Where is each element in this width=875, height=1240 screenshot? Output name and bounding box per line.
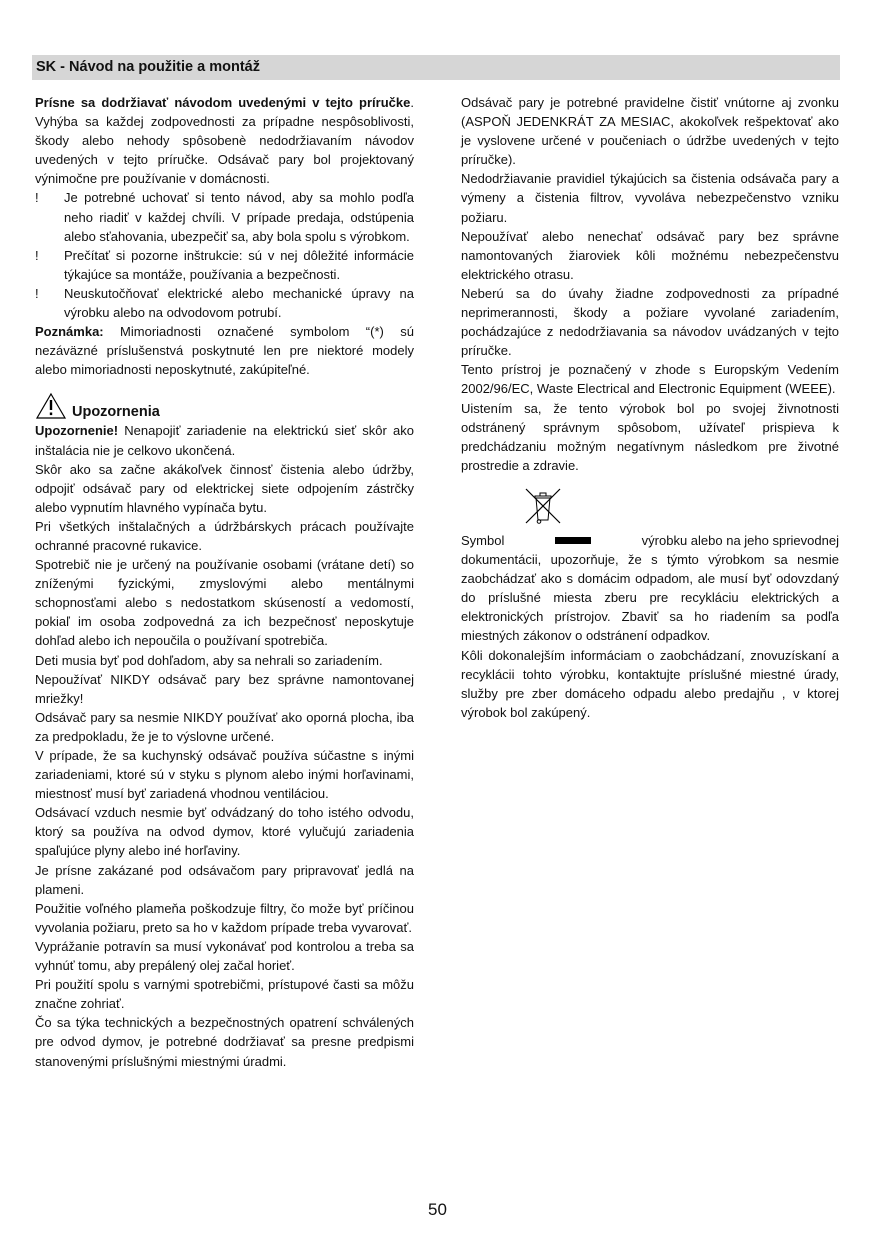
paragraph: Uistením sa, že tento výrobok bol po svojej živnotnosti odstránený správnym spôsobom, užívateľ prispieva k predchádzaniu možným negatívnym následkom pre životné prostredie a zdravie. bbox=[461, 400, 839, 473]
paragraph: Pri všetkých inštalačných a údržbárskych prácach používajte ochranné pracovné rukavice. bbox=[35, 518, 414, 553]
symbol-after: výrobku alebo na jeho sprievodnej bbox=[641, 532, 839, 548]
exclamation-mark: ! bbox=[35, 247, 39, 263]
intro-bold: Prísne sa dodržiavať návodom uvedenými v tejto príručke bbox=[35, 95, 411, 110]
warning-paragraph bbox=[35, 421, 414, 459]
paragraph: Odsávač pary je potrebné pravidelne čistiť vnútorne aj zvonku (ASPOŇ JEDENKRÁT ZA MESIAC, akokoľvek rešpektovať ako je vyslovene určené v poučeniach o údržbe uvedených v tejto príručke). bbox=[461, 95, 839, 168]
symbol-paragraph: dokumentácii, upozorňuje, že s týmto výrobkom sa nesmie zaobchádzať ako s domácim odpadom, ale musí byť odovzdaný do príslušné miesta zberu pre recykláciu elektrických a elektronických prístrojov. Zbaviť sa ho riadením sa podľa miestných zákonov o odstránení odpadkov. bbox=[461, 552, 839, 644]
exclamation-mark: ! bbox=[35, 190, 39, 206]
warnings-heading bbox=[35, 391, 414, 421]
bullet-item bbox=[35, 284, 414, 322]
paragraph: Odsávač pary sa nesmie NIKDY používať ako oporná plocha, iba za predpokladu, že je to výslovne určené. bbox=[35, 709, 414, 744]
bullet-item bbox=[35, 246, 414, 284]
note-paragraph bbox=[35, 322, 414, 379]
paragraph: Odsávací vzduch nesmie byť odvádzaný do toho istého odvodu, ktorý sa používa na odvod dymov, ktoré vylučujú zariadenia spaľujúce plyny alebo iné horľaviny. bbox=[35, 805, 414, 859]
paragraph: Kôli dokonalejším informáciam o zaobchádzaní, znovuzískaní a recyklácii tohto výrobku, kontaktujte príslušné miestné úrady, služby pre zber domáceho odpadu alebo predajňu , v ktorej výrobok bol zakúpený. bbox=[461, 647, 839, 720]
paragraph: Vyprážanie potravín sa musí vykonávať pod kontrolou a treba sa vyhnúť tomu, aby prepálený olej začal horieť. bbox=[35, 938, 414, 974]
warning-label: Upozornenie! bbox=[35, 423, 119, 439]
paragraph: Spotrebič nie je určený na používanie osobami (vrátane detí) so zníženými fyzickými, zmyslovými alebo mentálnymi schopnosťami alebo s nedostatkom skúseností a vedomostí, pokiaľ im osoba zodpovedná za ich bezpečnosť neposkytuje dohľad alebo ich nepoučila o používaní spotrebiča. bbox=[35, 557, 414, 649]
paragraph: Je prísne zakázané pod odsávačom pary pripravovať jedlá na plameni. bbox=[35, 862, 414, 897]
paragraph: Pri použití spolu s varnými spotrebičmi, prístupové časti sa môžu značne zohriať. bbox=[35, 977, 414, 1012]
paragraph: V prípade, že sa kuchynský odsávač používa súčastne s inými zariadeniami, ktoré sú v styku s plynom alebo inými horľavinami, miestnosť musí byť zariadená vhodnou ventiláciou. bbox=[35, 748, 414, 802]
symbol-line bbox=[461, 531, 839, 550]
symbol-word: Symbol bbox=[461, 532, 505, 548]
paragraph: Deti musia byť pod dohľadom, aby sa nehrali so zariadením. bbox=[35, 652, 383, 668]
black-bar-icon bbox=[555, 537, 591, 544]
paragraph: Nepoužívať alebo nenechať odsávač pary bez správne namontovaných žiaroviek kôli možnému nebezpečenstvu elektrického otrasu. bbox=[461, 228, 839, 282]
bullet-text: Neuskutočňovať elektrické alebo mechanické úpravy na výrobku alebo na odvodovom potrubí. bbox=[64, 285, 414, 321]
paragraph: Nepoužívať NIKDY odsávač pary bez správne namontovanej mriežky! bbox=[35, 671, 414, 706]
paragraph: Skôr ako sa začne akákoľvek činnosť čistenia alebo údržby, odpojiť odsávač pary od elektrickej siete odpojením zástrčky alebo vypnutím hlavného vypínača bytu. bbox=[35, 461, 414, 515]
right-column bbox=[461, 93, 839, 722]
section-header: SK - Návod na použitie a montáž bbox=[32, 55, 840, 80]
left-column bbox=[35, 93, 414, 1071]
paragraph: Tento prístroj je poznačený v zhode s Europským Vedením 2002/96/EC, Waste Electrical and Electronic Equipment (WEEE). bbox=[461, 362, 839, 397]
warning-triangle-icon bbox=[35, 392, 67, 420]
bullet-text: Je potrebné uchovať si tento návod, aby sa mohlo podľa neho riadiť v každej chvíli. V prípade predaja, odstúpenia alebo sťahovania, ubezpečiť sa, aby bola spolu s výrobkom. bbox=[64, 190, 414, 244]
paragraph: Čo sa týka technických a bezpečnostných opatrení schválených pre odvod dymov, je potrebné dodržiavať sa presne predpismi stanovenými príslušnými miestnými úradmi. bbox=[35, 1015, 414, 1069]
bullet-item bbox=[35, 188, 414, 245]
intro-paragraph bbox=[35, 93, 414, 188]
paragraph: Neberú sa do úvahy žiadne zodpovednosti za prípadné neprimerannosti, škody a požiare vyvolané zariadením, pochádzajúce z nedodržiavania sa návodov uvádzaných v tejto príručke. bbox=[461, 285, 839, 359]
paragraph: Použitie voľného plameňa poškodzuje filtry, čo može byť príčinou vyvolania požiaru, preto sa ho v každom prípade treba vyvarovať. bbox=[35, 900, 414, 935]
warning-text: Nenapojiť zariadenie na elektrickú sieť skôr ako inštalácia nie je celkovo ukončená. bbox=[35, 423, 414, 458]
exclamation-mark: ! bbox=[35, 285, 39, 301]
paragraph: Nedodržiavanie pravidiel týkajúcich sa čistenia odsávača pary a výmeny a čistenia filtrov, vyvoláva nebezpečenstvo vzniku požiaru. bbox=[461, 171, 839, 225]
bullet-text: Prečítať si pozorne inštrukcie: sú v nej dôležité informácie týkajúce sa montáže, používania a bezpečnosti. bbox=[64, 247, 414, 282]
crossed-bin-icon bbox=[523, 486, 563, 526]
note-label: Poznámka: bbox=[35, 324, 104, 340]
intro-text: . Vyhýba sa každej zodpovednosti za prípadne nespôsoblivosti, škody alebo nehody spôsobenè nedodržiavaním návodov uvedených v tejto príručke. Odsávač pary bol projektovaný výnimočne pre používanie v domácnosti. bbox=[35, 95, 414, 187]
warnings-title: Upozornenia bbox=[72, 403, 160, 420]
note-text: Mimoriadnosti označené symbolom “(*) sú nezáväzné príslušenstvá poskytnuté len pre niektoré modely alebo mimoriadnosti neposkytnuté, zakúpiteľné. bbox=[35, 324, 414, 378]
page-number: 50 bbox=[428, 1200, 447, 1219]
